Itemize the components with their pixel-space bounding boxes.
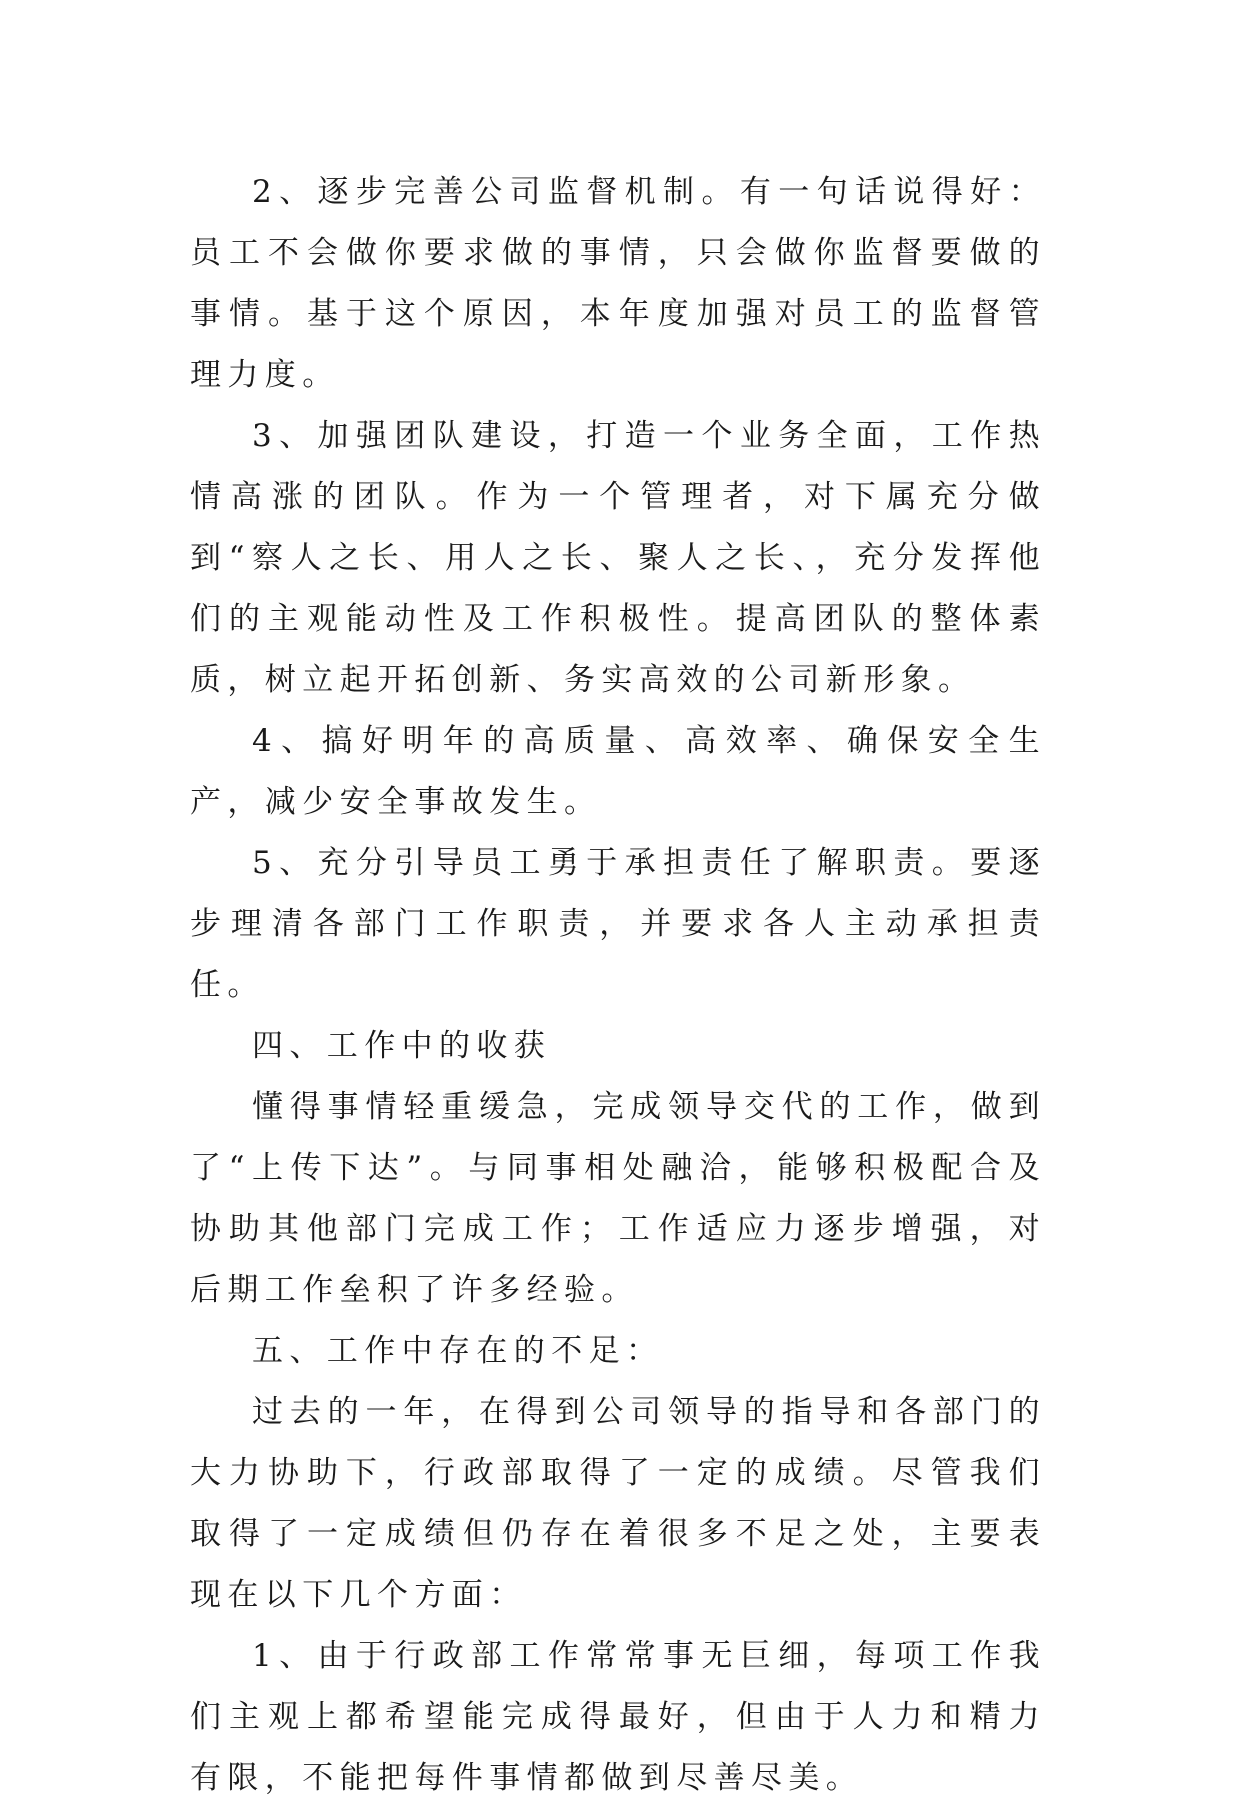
- paragraph-shortcoming-1: 1、由于行政部工作常常事无巨细，每项工作我们主观上都希望能完成得最好，但由于人力和精力有限，不能把每件事情都做到尽善尽美。: [190, 1638, 1046, 1796]
- paragraph-team-building: 3、加强团队建设，打造一个业务全面，工作热情高涨的团队。作为一个管理者，对下属充分做到“察人之长、用人之长、聚人之长、，充分发挥他们的主观能动性及工作积极性。提高团队的整体素质，树立起开拓创新、务实高效的公司新形象。: [190, 418, 1046, 698]
- section-heading-gains: 四、工作中的收获: [252, 1028, 552, 1064]
- paragraph-supervision-mechanism: 2、逐步完善公司监督机制。有一句话说得好：员工不会做你要求做的事情，只会做你监督要做的事情。基于这个原因，本年度加强对员工的监督管理力度。: [190, 174, 1046, 393]
- paragraph-safety-production: 4、搞好明年的高质量、高效率、确保安全生产，减少安全事故发生。: [190, 723, 1046, 820]
- document-body: [190, 162, 1046, 1809]
- paragraph-past-year: 过去的一年，在得到公司领导的指导和各部门的大力协助下，行政部取得了一定的成绩。尽管我们取得了一定成绩但仍存在着很多不足之处，主要表现在以下几个方面：: [190, 1394, 1046, 1613]
- section-heading-shortcomings: 五、工作中存在的不足：: [252, 1333, 664, 1369]
- paragraph-responsibility: 5、充分引导员工勇于承担责任了解职责。要逐步理清各部门工作职责，并要求各人主动承担责任。: [190, 845, 1046, 1003]
- paragraph-gains: 懂得事情轻重缓急，完成领导交代的工作，做到了“上传下达”。与同事相处融洽，能够积极配合及协助其他部门完成工作；工作适应力逐步增强，对后期工作垒积了许多经验。: [190, 1089, 1046, 1308]
